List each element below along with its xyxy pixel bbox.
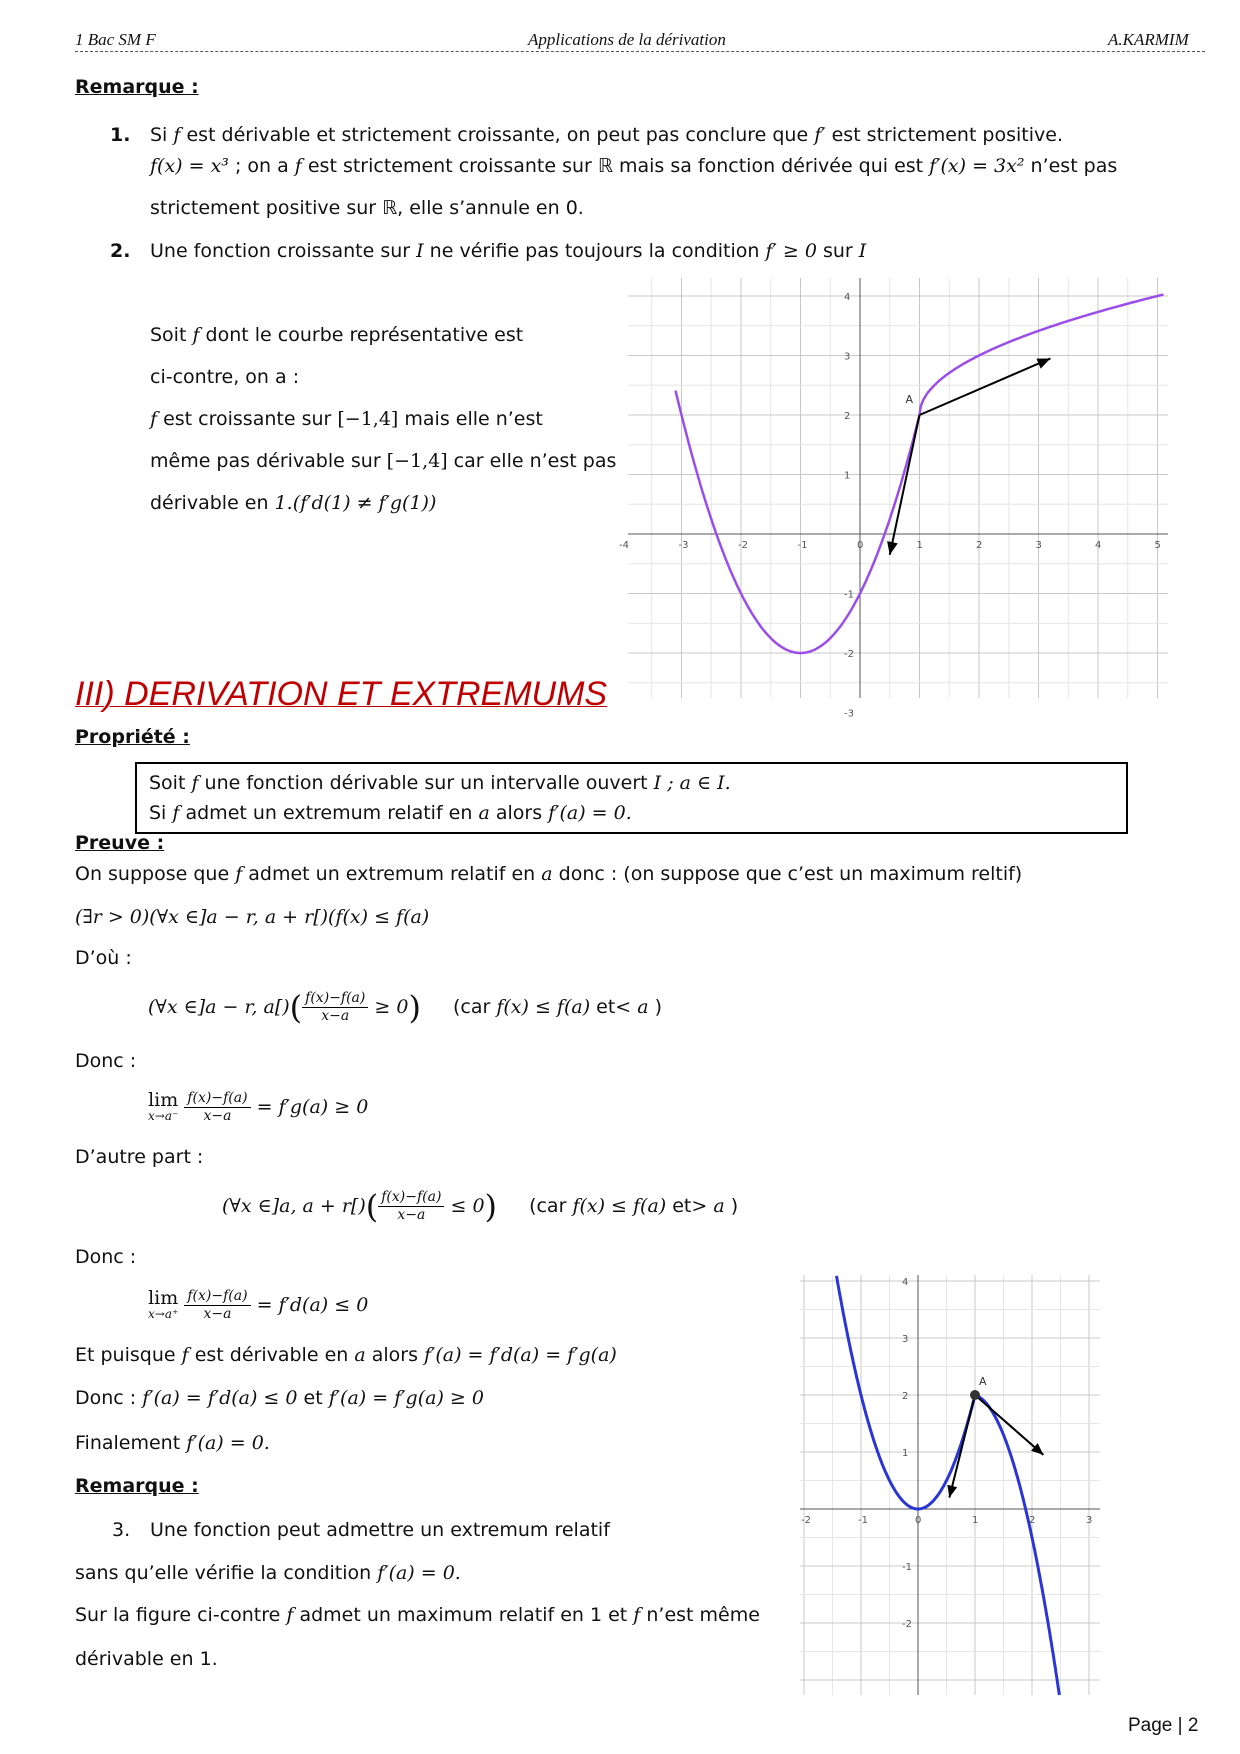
x-tick-label: 2 <box>1029 1515 1036 1526</box>
puisque-line: Et puisque f est dérivable en a alors f′(a) = f′d(a) = f′g(a) <box>75 1344 617 1366</box>
remarque2-title: Remarque : <box>75 1475 199 1497</box>
list-number: 2. <box>110 240 131 262</box>
x-tick-label: 5 <box>1154 540 1161 551</box>
graph2-point-a <box>970 1390 980 1400</box>
remarque2-line1: Une fonction peut admettre un extremum relatif <box>150 1519 610 1541</box>
remarque-title: Remarque : <box>75 76 199 98</box>
equation-left-interval: (∀x ∈]a − r, a[)( $\frac{f(x)-f(a)}{x-a}$ ≥ 0) (car f(x) ≤ f(a) et< a ) <box>148 988 663 1027</box>
y-tick-label: -3 <box>844 708 854 720</box>
y-tick-label: -1 <box>844 589 854 601</box>
propriete-line2: Si f admet un extremum relatif en a alors f′(a) = 0. <box>149 802 632 824</box>
remarque-item1-line2: f(x) = x³ ; on a f est strictement croissante sur ℝ mais sa fonction dérivée qui est f′(x) = 3x² n’est pas <box>150 155 1118 177</box>
limit-left: lim x→a⁻ $\frac{f(x)-f(a)}{x-a}$ = f′g(a) ≥ 0 <box>148 1088 369 1124</box>
propriete-title: Propriété : <box>75 726 190 748</box>
preuve-line2: (∃r > 0)(∀x ∈]a − r, a + r[)(f(x) ≤ f(a) <box>75 906 430 928</box>
y-tick-label: -2 <box>844 649 854 660</box>
x-tick-label: 4 <box>1095 540 1102 551</box>
limit-right: lim x→a⁺ $\frac{f(x)-f(a)}{x-a}$ = f′d(a) ≤ 0 <box>148 1286 369 1322</box>
y-tick-label: 1 <box>902 1448 909 1459</box>
x-tick-label: 2 <box>976 540 983 551</box>
graph1-text-line5: dérivable en 1.(f′d(1) ≠ f′g(1)) <box>150 492 437 514</box>
graph1-text-line1: Soit f dont le courbe représentative est <box>150 324 524 346</box>
graph1-svg <box>619 278 1168 720</box>
graph2-point-label: A <box>979 1375 987 1388</box>
header-rule <box>75 51 1205 52</box>
graph1-text-line2: ci-contre, on a : <box>150 366 300 388</box>
finalement-line: Finalement f′(a) = 0. <box>75 1432 270 1454</box>
graph1-point-label: A <box>905 393 914 406</box>
y-tick-label: -2 <box>902 1619 912 1630</box>
x-tick-label: 3 <box>1086 1515 1093 1526</box>
graph2-grid <box>800 1275 1100 1695</box>
x-tick-label: -1 <box>797 540 808 551</box>
list-number: 1. <box>110 124 131 146</box>
y-tick-label: -1 <box>902 1562 912 1573</box>
header-right: A.KARMIM <box>1108 30 1189 49</box>
y-tick-label: 4 <box>902 1277 909 1288</box>
graph2-svg <box>800 1275 1100 1695</box>
section-title: III) DERIVATION ET EXTREMUMS <box>75 675 608 713</box>
page-number: Page | 2 <box>1128 1715 1199 1736</box>
graph1-tangent-arrow-right <box>920 358 1051 415</box>
autre-part-label: D’autre part : <box>75 1146 204 1168</box>
remarque-item2: Une fonction croissante sur I ne vérifie pas toujours la condition f′ ≥ 0 sur I <box>150 240 867 262</box>
donc-label: Donc : <box>75 1246 137 1268</box>
header-left: 1 Bac SM F <box>75 30 156 49</box>
graph2-tangent-arrow-left <box>949 1395 975 1498</box>
arrow-head-icon <box>887 541 898 555</box>
x-tick-label: 0 <box>915 1515 922 1526</box>
donc-label: Donc : <box>75 1050 137 1072</box>
equation-right-interval: (∀x ∈]a, a + r[)( $\frac{f(x)-f(a)}{x-a}$ ≤ 0) (car f(x) ≤ f(a) et> a ) <box>222 1187 739 1226</box>
x-tick-label: -1 <box>858 1515 868 1526</box>
y-tick-label: 2 <box>902 1391 909 1402</box>
x-tick-label: -2 <box>801 1515 811 1526</box>
dou-label: D’où : <box>75 947 132 969</box>
x-tick-label: 1 <box>972 1515 979 1526</box>
remarque-item1-line3: strictement positive sur ℝ, elle s’annule en 0. <box>150 197 584 219</box>
donc-conclusion-line: Donc : f′(a) = f′d(a) ≤ 0 et f′(a) = f′g(a) ≥ 0 <box>75 1387 484 1409</box>
remarque-item1-line1: Si f est dérivable et strictement croissante, on peut pas conclure que f′ est strictement positive. <box>150 124 1063 146</box>
y-tick-label: 1 <box>844 470 851 482</box>
graph1-grid <box>628 278 1168 698</box>
x-tick-label: -3 <box>678 540 689 551</box>
header-center: Applications de la dérivation <box>528 30 726 49</box>
preuve-line1: On suppose que f admet un extremum relatif en a donc : (on suppose que c’est un maximum reltif) <box>75 863 1023 885</box>
propriete-line1: Soit f une fonction dérivable sur un intervalle ouvert I ; a ∈ I. <box>149 772 731 794</box>
x-tick-label: -4 <box>619 540 629 551</box>
remarque2-line3: Sur la figure ci-contre f admet un maximum relatif en 1 et f n’est même <box>75 1604 760 1626</box>
y-tick-label: 2 <box>844 411 851 422</box>
remarque2-line4: dérivable en 1. <box>75 1648 218 1670</box>
x-tick-label: 1 <box>916 540 923 551</box>
x-tick-label: -2 <box>738 540 748 551</box>
propriete-box <box>135 762 1128 834</box>
preuve-title: Preuve : <box>75 832 165 854</box>
x-tick-label: 0 <box>857 540 864 551</box>
graph1-text-line4: même pas dérivable sur [−1,4] car elle n’est pas <box>150 450 617 472</box>
graph1-text-line3: f est croissante sur [−1,4] mais elle n’est <box>150 408 543 430</box>
y-tick-label: 3 <box>844 351 851 363</box>
y-tick-label: 4 <box>844 292 851 303</box>
x-tick-label: 3 <box>1035 540 1042 551</box>
remarque2-line2: sans qu’elle vérifie la condition f′(a) = 0. <box>75 1562 461 1584</box>
y-tick-label: 3 <box>902 1334 909 1345</box>
list-number: 3. <box>112 1519 131 1541</box>
